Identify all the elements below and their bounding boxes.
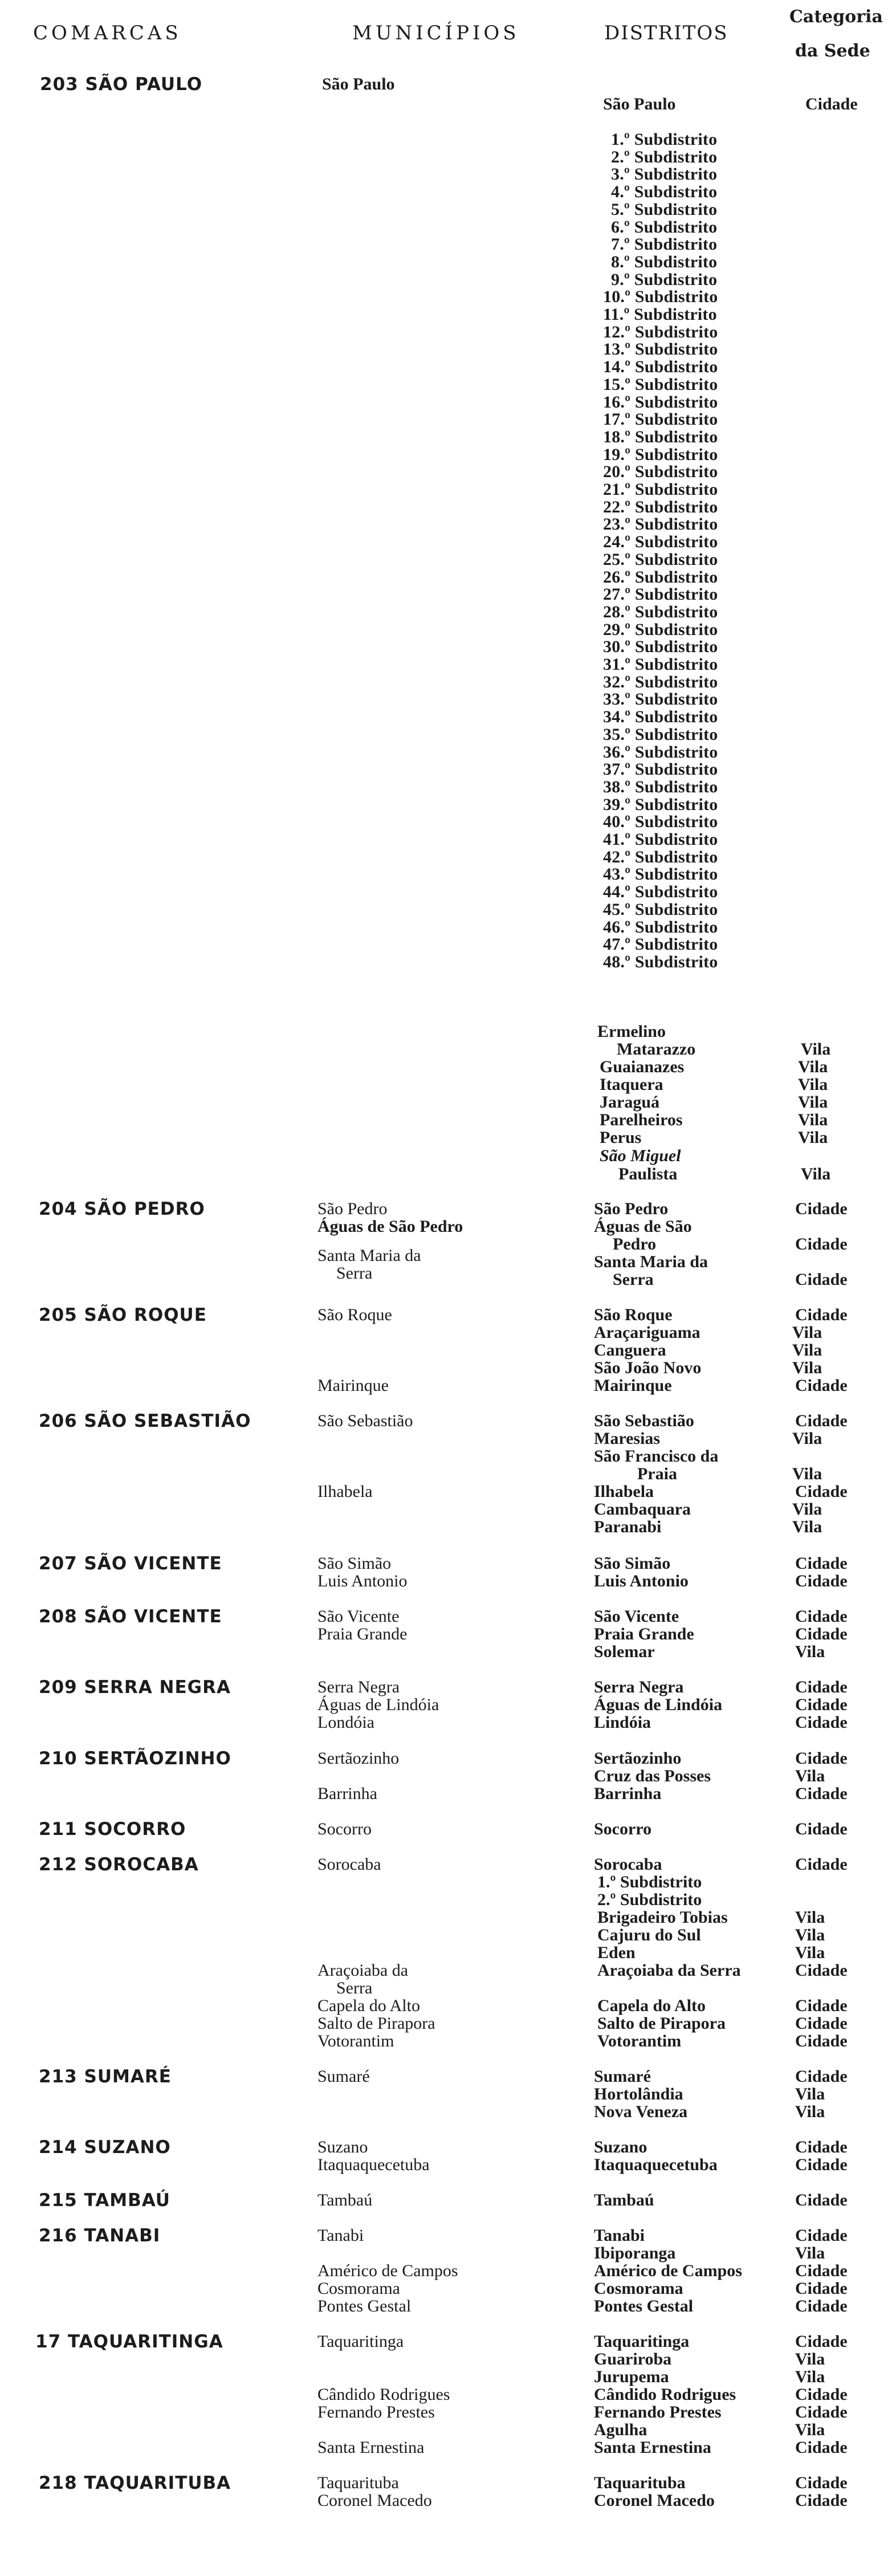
distrito-pontes-gestal: Pontes Gestal: [594, 2297, 694, 2315]
distrito-ilhabela: Ilhabela: [594, 1482, 654, 1501]
distrito-coronel-macedo: Coronel Macedo: [594, 2491, 715, 2510]
subdistrito-32: 32.º Subdistrito: [603, 673, 718, 691]
distrito-praia-grande: Praia Grande: [594, 1625, 694, 1643]
subdistrito-48: 48.º Subdistrito: [603, 953, 718, 971]
subdistrito-4: 4.º Subdistrito: [611, 182, 718, 201]
subdistrito-41: 41.º Subdistrito: [603, 830, 718, 849]
distrito-aguas-de-sao: Águas de São: [594, 1217, 692, 1236]
municipio-ilhabela: Ilhabela: [317, 1482, 373, 1501]
categoria-maresias: Vila: [792, 1429, 822, 1448]
categoria-praia-grande: Cidade: [795, 1625, 848, 1643]
municipio-sao-paulo: São Paulo: [322, 75, 395, 93]
categoria-solemar: Vila: [795, 1642, 825, 1661]
comarca-217: 17 TAQUARITINGA: [35, 2331, 223, 2352]
distrito-sao-roque: São Roque: [594, 1305, 673, 1324]
municipio-luis-antonio: Luis Antonio: [317, 1572, 408, 1590]
municipio-taquarituba: Taquarituba: [317, 2473, 399, 2492]
categoria-aguas-de-sao-pedro: Cidade: [795, 1235, 848, 1254]
comarca-208: 208 SÃO VICENTE: [39, 1606, 222, 1627]
comarca-205: 205 SÃO ROQUE: [39, 1305, 207, 1325]
header-distritos: DISTRITOS: [604, 22, 728, 44]
subdistrito-45: 45.º Subdistrito: [603, 900, 718, 919]
municipio-pontes-gestal: Pontes Gestal: [317, 2297, 412, 2315]
distrito-solemar: Solemar: [594, 1642, 655, 1661]
municipio-cosmorama: Cosmorama: [317, 2279, 400, 2298]
distrito-hortolandia: Hortolândia: [594, 2085, 683, 2103]
categoria-cambaquara: Vila: [792, 1500, 822, 1519]
categoria-aguas-de-lindoia: Cidade: [795, 1695, 848, 1714]
distrito-itaquaquecetuba: Itaquaquecetuba: [594, 2155, 718, 2174]
categoria-sao-pedro: Cidade: [795, 1199, 848, 1218]
distrito-santa-ernestina: Santa Ernestina: [594, 2438, 711, 2457]
distrito-cambaquara: Cambaquara: [594, 1500, 691, 1519]
subdistrito-39: 39.º Subdistrito: [603, 795, 718, 814]
subdistrito-19: 19.º Subdistrito: [603, 445, 718, 464]
categoria-sorocaba: Cidade: [795, 1855, 848, 1874]
distrito-candido-rodrigues: Cândido Rodrigues: [594, 2385, 736, 2404]
municipio-serra-negra: Serra Negra: [317, 1678, 400, 1696]
municipio-sao-vicente: São Vicente: [317, 1607, 400, 1626]
categoria-sumare: Cidade: [795, 2067, 848, 2086]
subdistrito-46: 46.º Subdistrito: [603, 918, 718, 937]
distrito-jaragua: Jaraguá: [600, 1093, 659, 1112]
distrito-suzano: Suzano: [594, 2138, 647, 2156]
comarca-215: 215 TAMBAÚ: [39, 2190, 170, 2211]
subdistrito-25: 25.º Subdistrito: [603, 550, 718, 569]
categoria-cosmorama: Cidade: [795, 2279, 848, 2298]
categoria-votorantim: Cidade: [795, 2032, 848, 2050]
comarca-204: 204 SÃO PEDRO: [39, 1199, 205, 1219]
comarca-218: 218 TAQUARITUBA: [39, 2473, 231, 2493]
distrito-barrinha: Barrinha: [594, 1784, 662, 1803]
municipio-coronel-macedo: Coronel Macedo: [317, 2491, 432, 2510]
categoria-canguera: Vila: [792, 1341, 822, 1360]
subdistrito-11: 11.º Subdistrito: [603, 305, 717, 324]
distrito-fernando-prestes: Fernando Prestes: [594, 2403, 722, 2422]
distrito-guariroba: Guariroba: [594, 2350, 672, 2369]
categoria-sertaozinho: Cidade: [795, 1749, 848, 1768]
subdistrito-3: 3.º Subdistrito: [611, 165, 718, 184]
subdistrito-18: 18.º Subdistrito: [603, 428, 718, 446]
categoria-perus: Vila: [798, 1128, 828, 1147]
distrito-sao-sebastiao: São Sebastião: [594, 1411, 694, 1430]
categoria-luis-antonio: Cidade: [795, 1572, 848, 1590]
categoria-coronel-macedo: Cidade: [795, 2491, 848, 2510]
subdistrito-7: 7.º Subdistrito: [611, 235, 718, 254]
subdistrito-17: 17.º Subdistrito: [603, 410, 718, 429]
distrito-canguera: Canguera: [594, 1341, 666, 1360]
distrito-capela-do-alto: Capela do Alto: [597, 1996, 706, 2015]
municipio-londoia: Londóia: [317, 1713, 374, 1732]
distrito-ibiporanga: Ibiporanga: [594, 2244, 676, 2262]
comarca-209: 209 SERRA NEGRA: [39, 1677, 231, 1698]
distrito-praia: Praia: [637, 1464, 677, 1483]
categoria-ilhabela: Cidade: [795, 1482, 848, 1501]
distrito-sertaozinho: Sertãozinho: [594, 1749, 682, 1768]
municipio-barrinha: Barrinha: [317, 1784, 377, 1803]
distrito-serra-negra: Serra Negra: [594, 1678, 684, 1696]
categoria-fernando-prestes: Cidade: [795, 2403, 848, 2422]
municipio-sumare: Sumaré: [317, 2067, 370, 2086]
categoria-socorro: Cidade: [795, 1820, 848, 1838]
distrito-aracoiaba-da-serra: Araçoiaba da Serra: [597, 1961, 741, 1980]
categoria-itaquera: Vila: [798, 1075, 828, 1094]
distrito-paulista: Paulista: [618, 1165, 678, 1183]
distrito-sao-vicente: São Vicente: [594, 1607, 679, 1626]
subdistrito-9: 9.º Subdistrito: [611, 270, 718, 289]
municipio-sorocaba: Sorocaba: [317, 1855, 381, 1874]
categoria-candido-rodrigues: Cidade: [795, 2385, 848, 2404]
municipio-aguas-de-lindoia: Águas de Lindóia: [317, 1695, 439, 1714]
municipio-americo-de-campos: Américo de Campos: [317, 2261, 458, 2280]
distrito-pedro: Pedro: [613, 1235, 657, 1254]
distrito-perus: Perus: [600, 1128, 642, 1147]
distrito-sao-joao-novo: São João Novo: [594, 1358, 702, 1377]
subdistrito-24: 24.º Subdistrito: [603, 532, 718, 551]
distrito-aracariguama: Araçariguama: [594, 1323, 700, 1342]
subdistrito-33: 33.º Subdistrito: [603, 690, 718, 709]
categoria-mairinque: Cidade: [795, 1376, 848, 1395]
distrito-salto-de-pirapora: Salto de Pirapora: [597, 2014, 726, 2033]
comarca-213: 213 SUMARÉ: [39, 2066, 172, 2087]
municipio-aguas-de-sao-pedro: Águas de São Pedro: [317, 1217, 463, 1236]
subdistrito-23: 23.º Subdistrito: [603, 515, 718, 534]
categoria-sao-sebastiao: Cidade: [795, 1411, 848, 1430]
categoria-tanabi: Cidade: [795, 2226, 848, 2245]
subdistrito-20: 20.º Subdistrito: [603, 462, 718, 481]
categoria-paranabi: Vila: [792, 1517, 822, 1536]
municipio-tanabi: Tanabi: [317, 2226, 364, 2245]
categoria-capela-do-alto: Cidade: [795, 1996, 848, 2015]
distrito-sao-pedro: São Pedro: [594, 1199, 669, 1218]
municipio-socorro: Socorro: [317, 1820, 372, 1838]
distrito-sao-paulo: São Paulo: [603, 95, 676, 113]
distrito-santa-maria-da: Santa Maria da: [594, 1252, 708, 1271]
categoria-cajuru-do-sul: Vila: [795, 1926, 825, 1944]
subdistrito-28: 28.º Subdistrito: [603, 603, 718, 621]
categoria-sao-miguel: Vila: [801, 1165, 831, 1183]
distrito-sorocaba-sub-2: 2.º Subdistrito: [597, 1890, 702, 1909]
categoria-taquarituba: Cidade: [795, 2473, 848, 2492]
comarca-214: 214 SUZANO: [39, 2137, 171, 2158]
distrito-sao-francisco-da: São Francisco da: [594, 1447, 719, 1466]
subdistrito-36: 36.º Subdistrito: [603, 743, 718, 762]
categoria-ibiporanga: Vila: [795, 2244, 825, 2262]
subdistrito-27: 27.º Subdistrito: [603, 585, 718, 604]
distrito-cajuru-do-sul: Cajuru do Sul: [597, 1926, 701, 1944]
categoria-barrinha: Cidade: [795, 1784, 848, 1803]
municipio-taquaritinga: Taquaritinga: [317, 2332, 404, 2351]
subdistrito-44: 44.º Subdistrito: [603, 882, 718, 901]
comarca-212: 212 SOROCABA: [39, 1854, 199, 1875]
distrito-agulha: Agulha: [594, 2420, 647, 2439]
distrito-jurupema: Jurupema: [594, 2367, 669, 2386]
subdistrito-21: 21.º Subdistrito: [603, 480, 718, 499]
subdistrito-6: 6.º Subdistrito: [611, 218, 718, 237]
municipio-suzano: Suzano: [317, 2138, 368, 2156]
categoria-agulha: Vila: [795, 2420, 825, 2439]
categoria-brigadeiro-tobias: Vila: [795, 1908, 825, 1927]
categoria-jurupema: Vila: [795, 2367, 825, 2386]
categoria-santa-ernestina: Cidade: [795, 2438, 848, 2457]
distrito-tambau: Tambaú: [594, 2191, 654, 2209]
distrito-matarazzo: Matarazzo: [617, 1040, 696, 1059]
distrito-sao-simao: São Simão: [594, 1554, 671, 1573]
distrito-paranabi: Paranabi: [594, 1517, 662, 1536]
categoria-guariroba: Vila: [795, 2350, 825, 2369]
subdistrito-14: 14.º Subdistrito: [603, 357, 718, 376]
comarca-211: 211 SOCORRO: [39, 1819, 186, 1840]
municipio-santa-maria-da: Santa Maria da: [317, 1246, 421, 1265]
subdistrito-8: 8.º Subdistrito: [611, 253, 718, 271]
distrito-socorro: Socorro: [594, 1820, 652, 1838]
subdistrito-31: 31.º Subdistrito: [603, 655, 718, 674]
subdistrito-47: 47.º Subdistrito: [603, 935, 718, 954]
subdistrito-43: 43.º Subdistrito: [603, 865, 718, 884]
subdistrito-29: 29.º Subdistrito: [603, 620, 718, 639]
comarca-216: 216 TANABI: [39, 2225, 161, 2246]
categoria-jaragua: Vila: [798, 1093, 828, 1112]
distrito-eden: Eden: [597, 1943, 636, 1962]
categoria-cruz-das-posses: Vila: [795, 1767, 825, 1785]
categoria-sao-roque: Cidade: [795, 1305, 848, 1324]
categoria-salto-de-pirapora: Cidade: [795, 2014, 848, 2033]
distrito-sumare: Sumaré: [594, 2067, 651, 2086]
categoria-eden: Vila: [795, 1943, 825, 1962]
municipio-sao-simao: São Simão: [317, 1554, 392, 1573]
distrito-aguas-de-lindoia: Águas de Lindóia: [594, 1695, 723, 1714]
distrito-taquaritinga: Taquaritinga: [594, 2332, 690, 2351]
categoria-americo-de-campos: Cidade: [795, 2261, 848, 2280]
distrito-ermelino: Ermelino: [597, 1022, 666, 1041]
subdistrito-5: 5.º Subdistrito: [611, 200, 718, 219]
municipio-sao-pedro: São Pedro: [317, 1199, 388, 1218]
distrito-tanabi: Tanabi: [594, 2226, 645, 2245]
categoria-hortolandia: Vila: [795, 2085, 825, 2103]
categoria-lindoia: Cidade: [795, 1713, 848, 1732]
distrito-votorantim: Votorantim: [597, 2032, 682, 2050]
municipio-votorantim: Votorantim: [317, 2032, 394, 2050]
categoria-sao-paulo: Cidade: [805, 95, 858, 113]
municipio-itaquaquecetuba: Itaquaquecetuba: [317, 2155, 430, 2174]
subdistrito-42: 42.º Subdistrito: [603, 848, 718, 866]
distrito-americo-de-campos: Américo de Campos: [594, 2261, 742, 2280]
municipio-santa-ernestina: Santa Ernestina: [317, 2438, 425, 2457]
municipio-sao-roque: São Roque: [317, 1305, 392, 1324]
subdistrito-37: 37.º Subdistrito: [603, 760, 718, 779]
distrito-sao-miguel: São Miguel: [600, 1146, 681, 1165]
distrito-cosmorama: Cosmorama: [594, 2279, 683, 2298]
distrito-serra: Serra: [613, 1270, 654, 1289]
municipio-mairinque: Mairinque: [317, 1376, 389, 1395]
categoria-sao-simao: Cidade: [795, 1554, 848, 1573]
subdistrito-15: 15.º Subdistrito: [603, 375, 718, 394]
municipio-salto-de-pirapora: Salto de Pirapora: [317, 2014, 435, 2033]
distrito-taquarituba: Taquarituba: [594, 2473, 686, 2492]
municipio-capela-do-alto: Capela do Alto: [317, 1996, 420, 2015]
municipio-serra: Serra: [336, 1264, 373, 1283]
comarca-206: 206 SÃO SEBASTIÃO: [39, 1411, 251, 1431]
distrito-nova-veneza: Nova Veneza: [594, 2102, 688, 2121]
comarca-210: 210 SERTÃOZINHO: [39, 1748, 231, 1769]
subdistrito-40: 40.º Subdistrito: [603, 812, 718, 831]
municipio-serra-2: Serra: [336, 1979, 373, 1997]
categoria-suzano: Cidade: [795, 2138, 848, 2156]
subdistrito-2: 2.º Subdistrito: [611, 148, 718, 166]
header-municipios: MUNICÍPIOS: [352, 22, 520, 44]
distrito-guaianazes: Guaianazes: [600, 1057, 685, 1076]
categoria-aracoiaba: Cidade: [795, 1961, 848, 1980]
subdistrito-30: 30.º Subdistrito: [603, 637, 718, 656]
header-da-sede: da Sede: [795, 41, 870, 61]
subdistrito-35: 35.º Subdistrito: [603, 725, 718, 744]
categoria-nova-veneza: Vila: [795, 2102, 825, 2121]
distrito-itaquera: Itaquera: [600, 1075, 663, 1094]
categoria-sao-vicente: Cidade: [795, 1607, 848, 1626]
subdistrito-16: 16.º Subdistrito: [603, 393, 718, 412]
categoria-parelheiros: Vila: [798, 1110, 828, 1129]
categoria-aracariguama: Vila: [792, 1323, 822, 1342]
municipio-candido-rodrigues: Cândido Rodrigues: [317, 2385, 450, 2404]
subdistrito-1: 1.º Subdistrito: [611, 130, 718, 149]
categoria-taquaritinga: Cidade: [795, 2332, 848, 2351]
distrito-maresias: Maresias: [594, 1429, 661, 1448]
subdistrito-34: 34.º Subdistrito: [603, 707, 718, 726]
municipio-fernando-prestes: Fernando Prestes: [317, 2403, 435, 2422]
distrito-sorocaba: Sorocaba: [594, 1855, 662, 1874]
subdistrito-38: 38.º Subdistrito: [603, 778, 718, 796]
header-comarcas: COMARCAS: [33, 22, 182, 44]
municipio-tambau: Tambaú: [317, 2191, 373, 2209]
distrito-lindoia: Lindóia: [594, 1713, 651, 1732]
municipio-sao-sebastiao: São Sebastião: [317, 1411, 413, 1430]
categoria-serra-negra: Cidade: [795, 1678, 848, 1696]
municipio-praia-grande: Praia Grande: [317, 1625, 408, 1643]
categoria-ermelino: Vila: [801, 1040, 831, 1059]
distrito-parelheiros: Parelheiros: [600, 1110, 683, 1129]
categoria-santa-maria: Cidade: [795, 1270, 848, 1289]
distrito-mairinque: Mairinque: [594, 1376, 672, 1395]
categoria-sao-francisco: Vila: [792, 1464, 822, 1483]
comarca-203: 203 SÃO PAULO: [40, 74, 203, 95]
header-categoria: Categoria: [789, 7, 883, 27]
distrito-cruz-das-posses: Cruz das Posses: [594, 1767, 711, 1785]
categoria-guaianazes: Vila: [798, 1057, 828, 1076]
municipio-aracoiaba-da: Araçoiaba da: [317, 1961, 409, 1980]
categoria-sao-joao-novo: Vila: [792, 1358, 822, 1377]
distrito-sorocaba-sub-1: 1.º Subdistrito: [597, 1873, 702, 1891]
categoria-tambau: Cidade: [795, 2191, 848, 2209]
categoria-itaquaquecetuba: Cidade: [795, 2155, 848, 2174]
comarca-207: 207 SÃO VICENTE: [39, 1553, 222, 1574]
subdistrito-22: 22.º Subdistrito: [603, 498, 718, 516]
subdistrito-26: 26.º Subdistrito: [603, 568, 718, 587]
distrito-brigadeiro-tobias: Brigadeiro Tobias: [597, 1908, 728, 1927]
subdistrito-12: 12.º Subdistrito: [603, 323, 718, 341]
subdistrito-10: 10.º Subdistrito: [603, 287, 718, 306]
categoria-pontes-gestal: Cidade: [795, 2297, 848, 2315]
distrito-luis-antonio: Luis Antonio: [594, 1572, 689, 1590]
subdistrito-13: 13.º Subdistrito: [603, 340, 718, 359]
municipio-sertaozinho: Sertãozinho: [317, 1749, 400, 1768]
